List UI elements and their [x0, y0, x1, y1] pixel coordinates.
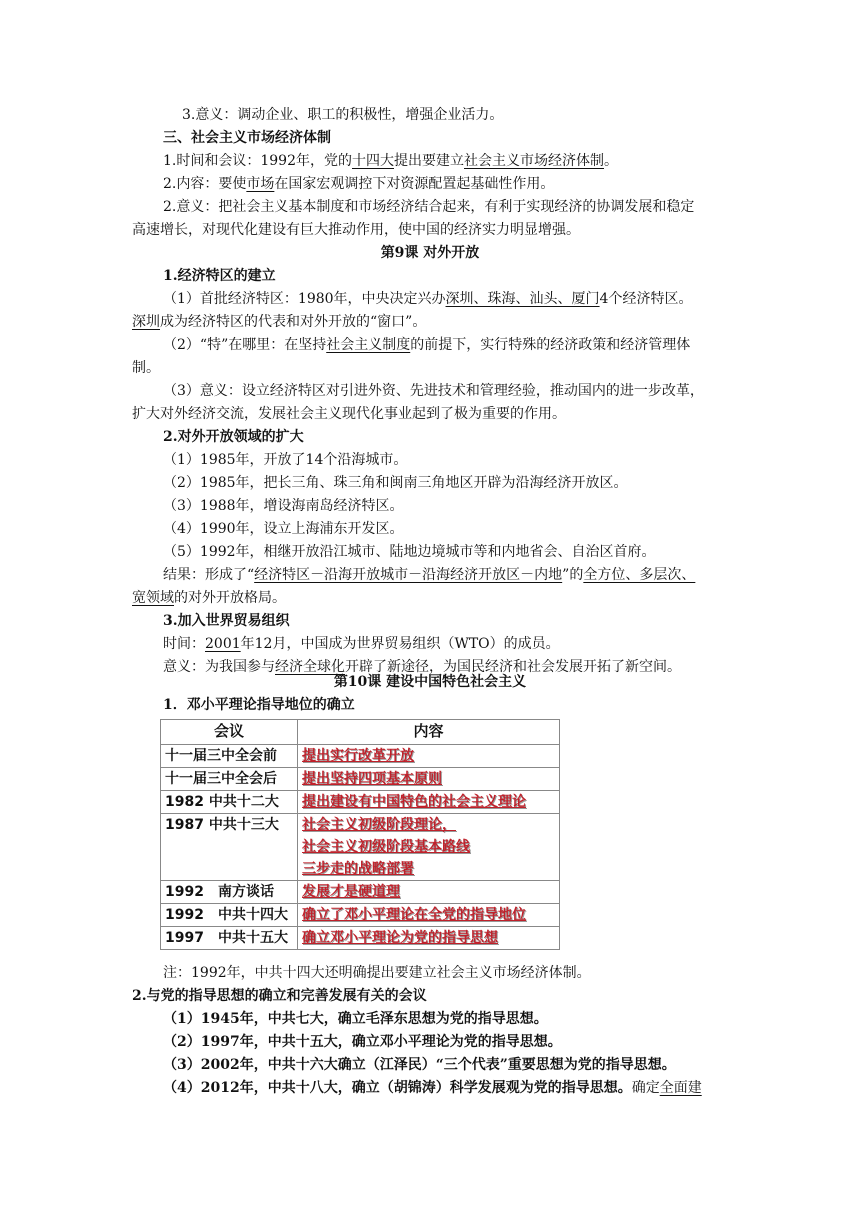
lesson9-p2-line1: （2）“特”在哪里：在坚持社会主义制度的前提下，实行特殊的经济政策和经济管理体 [163, 337, 691, 353]
table-header-row [161, 720, 560, 745]
table-row [161, 814, 560, 881]
table-cell-content: 提出建设有中国特色的社会主义理论 [298, 791, 560, 814]
lesson9-expansion-1: （1）1985年，开放了14个沿海城市。 [163, 452, 408, 468]
table-row [161, 768, 560, 791]
table-row [161, 881, 560, 904]
table-cell-content: 发展才是硬道理 [298, 881, 560, 904]
lesson9-h1: 1.经济特区的建立 [163, 268, 276, 284]
sec2-item3: 3.意义：调动企业、职工的积极性，增强企业活力。 [182, 107, 504, 123]
sec3-item2: 2.内容：要使市场在国家宏观调控下对资源配置起基础性作用。 [163, 176, 555, 192]
lesson9-expansion-3: （3）1988年，增设海南岛经济特区。 [163, 498, 404, 514]
lesson9-result-line2: 宽领域的对外开放格局。 [132, 590, 286, 606]
lesson9-h2: 2.对外开放领域的扩大 [163, 429, 304, 445]
table-row [161, 745, 560, 768]
table-header-content: 内容 [298, 720, 560, 745]
sec3-heading: 三、社会主义市场经济体制 [163, 130, 331, 146]
table-row [161, 904, 560, 927]
lesson9-wto-meaning: 意义：为我国参与经济全球化开辟了新途径，为国民经济和社会发展开拓了新空间。 [163, 659, 681, 675]
lesson9-p2-line2: 制。 [132, 360, 160, 376]
lesson10-meeting-2: （2）1997年，中共十五大，确立邓小平理论为党的指导思想。 [163, 1034, 562, 1050]
lesson9-result-line1: 结果：形成了“经济特区－沿海开放城市－沿海经济开放区－内地”的全方位、多层次、 [163, 567, 696, 583]
table-cell-content: 提出实行改革开放 [298, 745, 560, 768]
table-row [161, 791, 560, 814]
sec3-item1: 1.时间和会议：1992年，党的十四大提出要建立社会主义市场经济体制。 [163, 153, 618, 169]
lesson10-meeting-3: （3）2002年，中共十六大确立（江泽民）“三个代表”重要思想为党的指导思想。 [163, 1057, 676, 1073]
lesson10-h2: 2.与党的指导思想的确立和完善发展有关的会议 [132, 988, 427, 1004]
lesson9-expansion-5: （5）1992年，相继开放沿江城市、陆地边境城市等和内地省会、自治区首府。 [163, 544, 656, 560]
lesson9-title: 第9课 对外开放 [380, 245, 480, 261]
lesson9-p3-line1: （3）意义：设立经济特区对引进外资、先进技术和管理经验，推动国内的进一步改革， [163, 383, 704, 399]
lesson9-p3-line2: 扩大对外经济交流，发展社会主义现代化事业起到了极为重要的作用。 [132, 406, 566, 422]
lesson9-p1-line2: 深圳成为经济特区的代表和对外开放的“窗口”。 [132, 314, 427, 330]
lesson10-meeting-4: （4）2012年，中共十八大，确立（胡锦涛）科学发展观为党的指导思想。确定全面建 [163, 1080, 702, 1096]
table-cell-meeting: 1992 中共十四大 [161, 904, 298, 927]
lesson9-expansion-2: （2）1985年，把长三角、珠三角和闽南三角地区开辟为沿海经济开放区。 [163, 475, 628, 491]
table-cell-meeting: 1982 中共十二大 [161, 791, 298, 814]
lesson9-p1-line1: （1）首批经济特区：1980年，中央决定兴办深圳、珠海、汕头、厦门4个经济特区。 [163, 291, 693, 307]
sec3-item3-line2: 高速增长，对现代化建设有巨大推动作用，使中国的经济实力明显增强。 [132, 222, 580, 238]
table-row [161, 927, 560, 950]
table-cell-meeting: 1992 南方谈话 [161, 881, 298, 904]
lesson9-wto-time: 时间：2001年12月，中国成为世界贸易组织（WTO）的成员。 [163, 636, 560, 652]
table-cell-meeting: 1987 中共十三大 [161, 814, 298, 881]
table-cell-meeting: 十一届三中全会前 [161, 745, 298, 768]
lesson10-h1: 1．邓小平理论指导地位的确立 [163, 697, 355, 713]
lesson10-meeting-1: （1）1945年，中共七大，确立毛泽东思想为党的指导思想。 [163, 1011, 548, 1027]
lesson10-note: 注：1992年，中共十四大还明确提出要建立社会主义市场经济体制。 [163, 965, 591, 981]
deng-theory-table [160, 719, 560, 950]
sec3-item3-line1: 2.意义：把社会主义基本制度和市场经济结合起来，有利于实现经济的协调发展和稳定 [163, 199, 695, 215]
table-header-meeting: 会议 [161, 720, 298, 745]
table-cell-content: 确立邓小平理论为党的指导思想 [298, 927, 560, 950]
table-cell-content: 社会主义初级阶段理论， 社会主义初级阶段基本路线 三步走的战略部署 [298, 814, 560, 881]
lesson9-h3: 3.加入世界贸易组织 [163, 613, 290, 629]
table-cell-meeting: 1997 中共十五大 [161, 927, 298, 950]
lesson10-title: 第10课 建设中国特色社会主义 [333, 674, 527, 690]
table-cell-content: 确立了邓小平理论在全党的指导地位 [298, 904, 560, 927]
table-cell-content: 提出坚持四项基本原则 [298, 768, 560, 791]
table-cell-meeting: 十一届三中全会后 [161, 768, 298, 791]
lesson9-expansion-4: （4）1990年，设立上海浦东开发区。 [163, 521, 404, 537]
